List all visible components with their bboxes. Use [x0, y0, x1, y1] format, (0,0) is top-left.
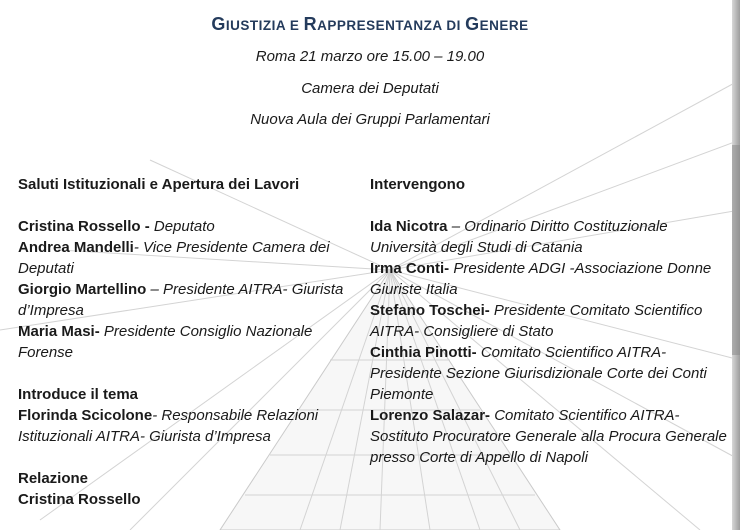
- speaker-entry: Giorgio Martellino – Presidente AITRA- Giurista d’Impresa: [18, 281, 344, 319]
- right-column: [370, 174, 730, 468]
- event-room: Nuova Aula dei Gruppi Parlamentari: [250, 111, 490, 128]
- speaker-entry: Maria Masi- Presidente Consiglio Nazionale Forense: [18, 323, 313, 361]
- speaker-entry: Cristina Rossello - Deputato: [18, 218, 215, 235]
- speaker-entry: Andrea Mandelli- Vice Presidente Camera dei Deputati: [18, 239, 330, 277]
- section-heading-report: Relazione: [18, 470, 89, 487]
- event-title: GIUSTIZIA E RAPPRESENTANZA DI GENERE: [211, 14, 529, 34]
- left-column: [18, 174, 363, 510]
- speaker-entry: Irma Conti- Presidente ADGI -Associazione Donne Giuriste Italia: [370, 260, 712, 298]
- speaker-entry: Florinda Scicolone- Responsabile Relazioni Istituzionali AITRA- Giurista d’Impresa: [18, 407, 319, 445]
- speaker-entry: Cristina Rossello: [18, 491, 141, 508]
- speaker-entry: Ida Nicotra – Ordinario Diritto Costituzionale Università degli Studi di Catania: [370, 218, 668, 256]
- section-heading-speakers: Intervengono: [370, 176, 466, 193]
- speaker-entry: Cinthia Pinotti- Comitato Scientifico AITRA- Presidente Sezione Giurisdizionale Corte dei Conti Piemonte: [370, 344, 707, 403]
- header: [0, 14, 740, 136]
- section-heading-greetings: Saluti Istituzionali e Apertura dei Lavori: [18, 176, 300, 193]
- section-heading-intro: Introduce il tema: [18, 386, 139, 403]
- event-venue: Camera dei Deputati: [301, 79, 439, 97]
- event-date-time: Roma 21 marzo ore 15.00 – 19.00: [255, 48, 485, 65]
- speaker-entry: Stefano Toschei- Presidente Comitato Scientifico AITRA- Consigliere di Stato: [370, 302, 703, 340]
- speaker-entry: Lorenzo Salazar- Comitato Scientifico AITRA- Sostituto Procuratore Generale alla Procura Generale presso Corte di Appello di Napoli: [370, 407, 727, 466]
